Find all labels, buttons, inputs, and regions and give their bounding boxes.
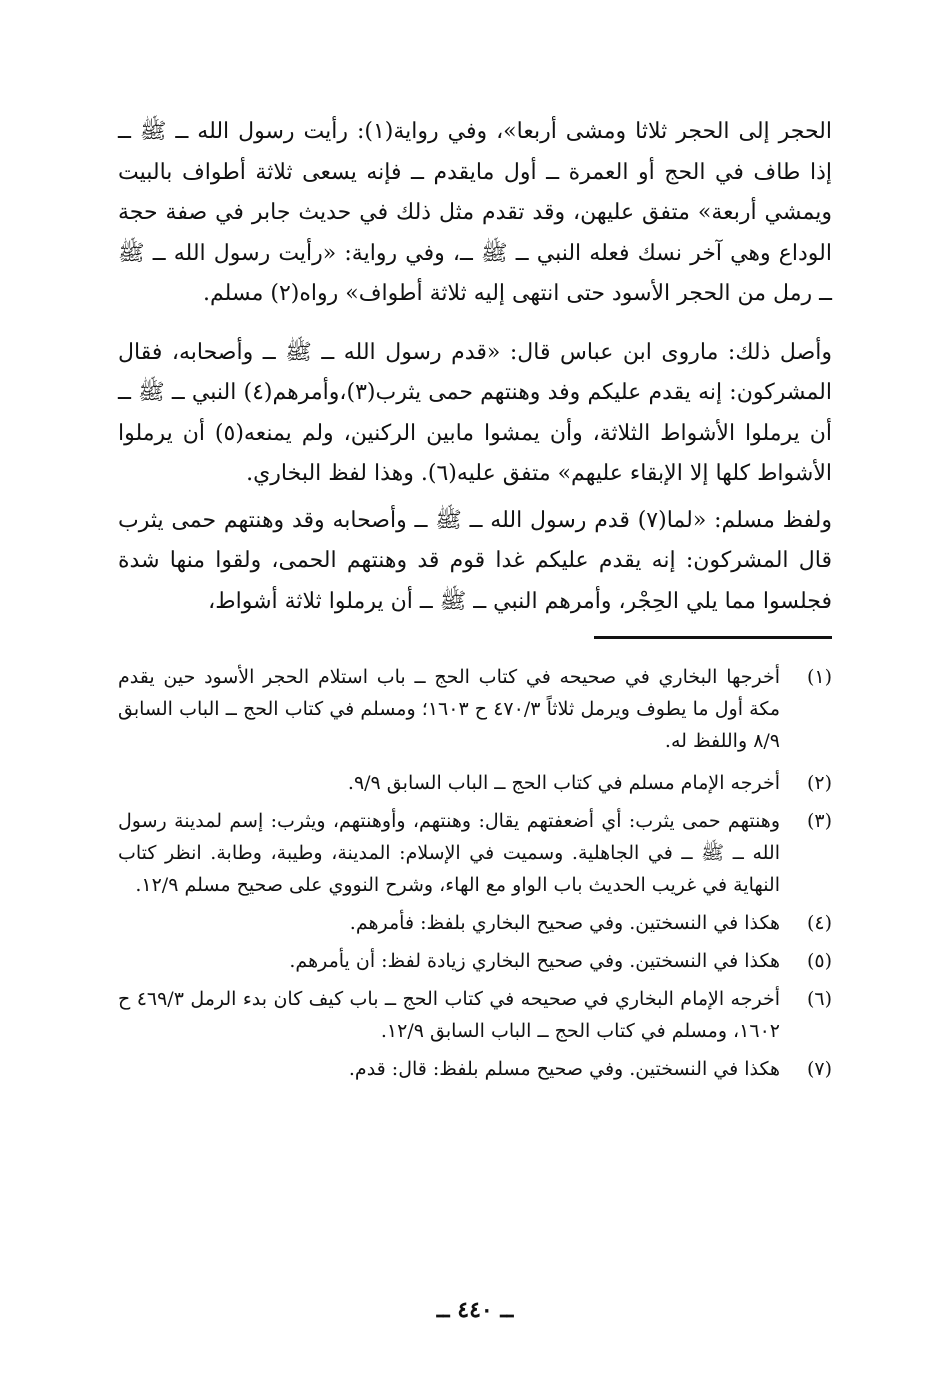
footnote-text: أخرجه الإمام البخاري في صحيحه في كتاب الحج ــ باب كيف كان بدء الرمل ٤٦٩/٣ ح ١٦٠٢، ومسلم في كتاب الحج ــ الباب السابق ١٢/٩. <box>118 988 780 1042</box>
footnote-4 <box>118 907 832 939</box>
paragraph-2: وأصل ذلك: ماروى ابن عباس قال: «قدم رسول الله ــ ﷺ ــ وأصحابه، فقال المشركون: إنه يقدم عليكم وفد وهنتهم حمى يثرب(٣)،وأمرهم(٤) النبي ــ ﷺ ــ أن يرملوا الأشواط الثلاثة، وأن يمشوا مابين الركنين، ولم يمنعه(٥) أن يرملوا الأشواط كلها إلا الإبقاء عليهم» متفق عليه(٦). وهذا لفظ البخاري. <box>118 339 832 486</box>
footnote-number: (٢) <box>806 772 832 794</box>
footnote-text: هكذا في النسختين. وفي صحيح البخاري زيادة لفظ: أن يأمرهم. <box>289 950 780 972</box>
footnote-number: (٧) <box>806 1058 832 1080</box>
footnote-text: هكذا في النسختين. وفي صحيح البخاري بلفظ: فأمرهم. <box>349 912 780 934</box>
footnote-number: (٣) <box>806 810 832 832</box>
footnote-text: وهنتهم حمى يثرب: أي أضعفتهم يقال: وهنتهم، وأوهنتهم، ويثرب: إسم لمدينة رسول الله ــ ﷺ ــ في الجاهلية. وسميت في الإسلام: المدينة، وطيبة، وطابة. انظر كتاب النهاية في غريب الحديث باب الواو مع الهاء، وشرح النووي على صحيح مسلم ١٢/٩. <box>118 810 780 896</box>
footnote-5 <box>118 945 832 977</box>
footnote-1 <box>118 661 832 757</box>
footnote-text: أخرجها البخاري في صحيحه في كتاب الحج ــ باب استلام الحجر الأسود حين يقدم مكة أول ما يطوف ويرمل ثلاثاً ٤٧٠/٣ ح ١٦٠٣؛ ومسلم في كتاب الحج ــ الباب السابق ٨/٩ واللفظ له. <box>118 666 781 752</box>
footnote-number: (٦) <box>806 988 832 1010</box>
footnote-6 <box>118 983 832 1047</box>
footnote-7 <box>118 1053 832 1085</box>
footnotes-list <box>118 661 832 1085</box>
footnote-number: (١) <box>806 666 832 688</box>
page-number: ــ ٤٤٠ ــ <box>436 1297 514 1323</box>
paragraph-1: الحجر إلى الحجر ثلاثا ومشى أربعا»، وفي رواية(١): رأيت رسول الله ــ ﷺ ــ إذا طاف في الحج أو العمرة ــ أول مايقدم ــ فإنه يسعى ثلاثة أطواف بالبيت ويمشي أربعة» متفق عليهن، وقد تقدم مثل ذلك في حديث جابر في صفة حجة الوداع وهي آخر نسك فعله النبي ــ ﷺ ــ، وفي رواية: «رأيت رسول الله ــ ﷺ ــ رمل من الحجر الأسود حتى انتهى إليه ثلاثة أطواف» رواه(٢) مسلم. <box>118 119 833 306</box>
footnote-3 <box>118 805 832 901</box>
footnote-2 <box>118 767 832 799</box>
footnote-text: أخرجه الإمام مسلم في كتاب الحج ــ الباب السابق ٩/٩. <box>347 772 780 794</box>
footnote-number: (٤) <box>806 912 832 934</box>
footnote-divider <box>594 636 832 639</box>
paragraph-3: ولفظ مسلم: «لما(٧) قدم رسول الله ــ ﷺ ــ وأصحابه وقد وهنتهم حمى يثرب قال المشركون: إنه يقدم عليكم غدا قوم قد وهنتهم الحمى، ولقوا منها شدة فجلسوا مما يلي الحِجْر، وأمرهم النبي ــ ﷺ ــ أن يرملوا ثلاثة أشواط، <box>118 507 832 614</box>
footnote-number: (٥) <box>806 950 832 972</box>
document-page <box>118 112 832 1323</box>
main-text <box>118 112 832 622</box>
footnote-text: هكذا في النسختين. وفي صحيح مسلم بلفظ: قال: قدم. <box>348 1058 780 1080</box>
